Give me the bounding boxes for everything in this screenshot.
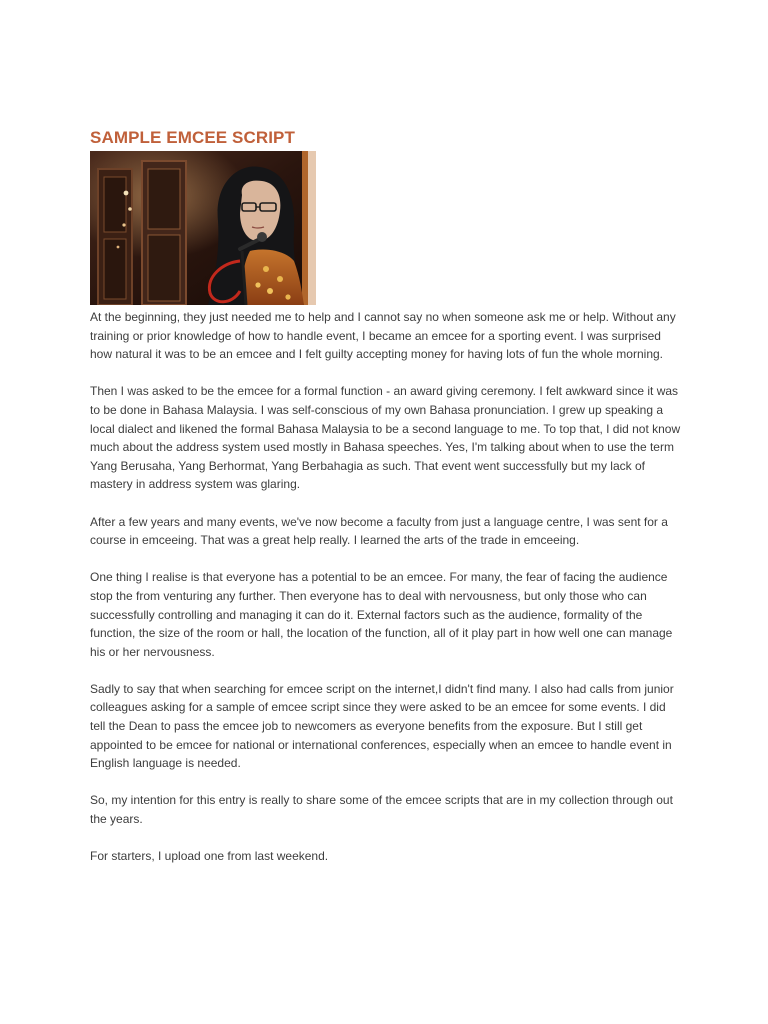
paragraph: One thing I realise is that everyone has a potential to be an emcee. For many, the fear of facing the audience stop the from venturing any further. Then everyone has to deal with nervousness, but only those who can successfully controlling and managing it can do it. External factors such as the audience, formality of the function, the size of the room or hall, the location of the function, all of it play part in how well one can manage his or her nervousness. — [90, 570, 673, 659]
paragraph: Then I was asked to be the emcee for a formal function - an award giving ceremony. I felt awkward since it was to be done in Bahasa Malaysia. I was self-conscious of my own Bahasa pronunciation. I grew up speaking a local dialect and likened the formal Bahasa Malaysia to be a second language to me. To top that, I did not know much about the address system used mostly in Bahasa speeches. Yes, I'm talking about when to use the term Yang Berusaha, Yang Berhormat, Yang Berbahagia as such. That event went successfully but my lack of mastery in address system was glaring. — [90, 384, 681, 492]
article-title: SAMPLE EMCEE SCRIPT — [90, 128, 295, 147]
paragraph: After a few years and many events, we've now become a faculty from just a language centre, I was sent for a course in emceeing. That was a great help really. I learned the arts of the trade in emceeing. — [90, 514, 668, 548]
paragraph: At the beginning, they just needed me to help and I cannot say no when someone ask me or help. Without any training or prior knowledge of how to handle event, I became an emcee for a sporting event. I was surprised how natural it was to be an emcee and I felt guilty accepting money for having lots of fun the whole morning. — [90, 310, 676, 362]
article — [90, 127, 682, 884]
paragraph: For starters, I upload one from last weekend. — [90, 849, 329, 864]
article-photo — [90, 151, 316, 305]
paragraph: Sadly to say that when searching for emcee script on the internet,I didn't find many. I also had calls from junior colleagues asking for a sample of emcee script since they were asked to be an emcee for some events. I did tell the Dean to pass the emcee job to newcomers as everyone benefits from the exposure. But I still get appointed to be emcee for national or international conferences, especially when an emcee to handle event in English language is needed. — [90, 681, 674, 771]
paragraph: So, my intention for this entry is really to share some of the emcee scripts that are in my collection through out the years. — [90, 793, 673, 827]
